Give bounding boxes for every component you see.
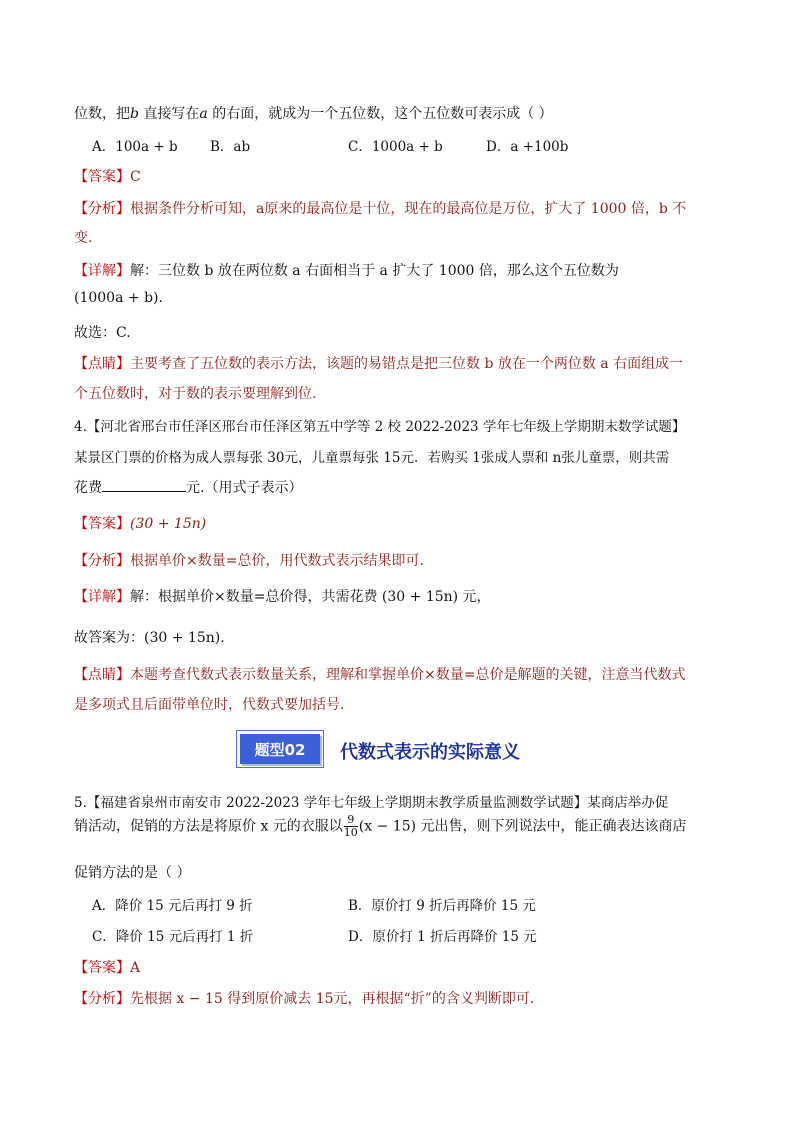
- detail-tag: 【详解】: [74, 589, 130, 605]
- q4-stem-text: 元.（用式子表示）: [186, 480, 303, 496]
- fraction-denominator: 10: [343, 826, 358, 839]
- q3-comment-line2: 个五位数时，对于数的表示要理解到位.: [74, 386, 317, 402]
- q5-answer: [74, 957, 140, 977]
- q5-option-a: A．降价 15 元后再打 9 折: [92, 898, 253, 914]
- q5-analysis: [74, 988, 544, 1008]
- q4-final: 故答案为：(30 + 15n).: [74, 630, 225, 646]
- comment-text: 主要考查了五位数的表示方法，该题的易错点是把三位数 b 放在一个两位数 a 右面组成一: [130, 356, 684, 372]
- q5-option-b: B．原价打 9 折后再降价 15 元: [348, 898, 536, 914]
- section-badge-label: 题型02: [240, 734, 320, 764]
- q4-source: 4.【河北省邢台市任泽区邢台市任泽区第五中学等 2 校 2022-2023 学年七年级上学期期末数学试题】: [74, 419, 686, 435]
- q4-stem-text: 花费: [74, 480, 102, 496]
- q3-var-b: b: [130, 106, 139, 122]
- q4-stem: 某景区门票的价格为成人票每张 30元，儿童票每张 15元．若购买 1张成人票和 n张儿童票，则共需: [74, 450, 670, 466]
- fraction: [344, 814, 358, 839]
- answer-tag: 【答案】: [74, 169, 130, 185]
- q5-stem-line3: 促销方法的是（ ）: [74, 865, 191, 881]
- answer-tag: 【答案】: [74, 516, 130, 532]
- q3-answer: [74, 166, 141, 186]
- q4-analysis: [74, 550, 433, 570]
- q3-option-a: A．100a + b: [92, 139, 178, 155]
- q4-stem-line2: [74, 477, 302, 497]
- q5-stem-text: (x − 15) 元出售，则下列说法中，能正确表达该商店: [358, 818, 687, 835]
- answer-blank: [102, 479, 186, 492]
- comment-tag: 【点睛】: [74, 667, 130, 683]
- q3-option-d: D．a +100b: [486, 139, 569, 155]
- answer-value: C: [130, 169, 141, 185]
- detail-text: 解：根据单价×数量=总价得，共需花费 (30 + 15n) 元，: [130, 589, 491, 605]
- detail-tag: 【详解】: [74, 263, 130, 279]
- analysis-tag: 【分析】: [74, 553, 130, 569]
- q4-comment-line2: 是多项式且后面带单位时，代数式要加括号.: [74, 697, 345, 713]
- section-title: 代数式表示的实际意义: [340, 742, 520, 763]
- analysis-tag: 【分析】: [74, 991, 130, 1007]
- q4-comment: [74, 664, 685, 684]
- detail-text: 解：三位数 b 放在两位数 a 右面相当于 a 扩大了 1000 倍，那么这个五位数为: [130, 263, 619, 279]
- analysis-text: 先根据 x − 15 得到原价减去 15元，再根据“折”的含义判断即可．: [130, 991, 544, 1007]
- q3-analysis-line2: 变.: [74, 230, 93, 246]
- q5-stem-text: 销活动，促销的方法是将原价 x 元的衣服以: [74, 818, 343, 835]
- q3-stem: [74, 103, 553, 123]
- q3-detail-line2: (1000a + b).: [74, 290, 163, 306]
- q5-stem-line2: [74, 814, 687, 839]
- q4-detail: [74, 586, 491, 606]
- q5-option-c: C．降价 15 元后再打 1 折: [92, 929, 254, 945]
- q3-stem-text: 位数，把: [74, 106, 130, 122]
- comment-text: 本题考查代数式表示数量关系，理解和掌握单价×数量=总价是解题的关键，注意当代数式: [130, 667, 686, 683]
- q3-detail: [74, 260, 619, 280]
- q3-analysis: [74, 198, 686, 218]
- q3-comment: [74, 353, 683, 373]
- answer-tag: 【答案】: [74, 960, 130, 976]
- q5-option-d: D．原价打 1 折后再降价 15 元: [348, 929, 537, 945]
- q5-source: [74, 791, 668, 811]
- analysis-tag: 【分析】: [74, 201, 130, 217]
- q3-choice: 故选：C.: [74, 325, 131, 341]
- q3-stem-text: 直接写在: [138, 106, 200, 122]
- section-badge: [236, 730, 324, 768]
- answer-value: (30 + 15n): [130, 516, 207, 532]
- q3-stem-text: 的右面，就成为一个五位数，这个五位数可表示成（ ）: [207, 106, 553, 122]
- answer-value: A: [130, 960, 141, 976]
- analysis-text: 根据单价×数量=总价，用代数式表示结果即可．: [130, 553, 434, 569]
- q5-stem-text: 某商店举办促: [587, 795, 669, 811]
- q3-option-b: B．ab: [210, 139, 251, 155]
- comment-tag: 【点睛】: [74, 356, 130, 372]
- fraction-numerator: 9: [344, 814, 358, 827]
- q4-answer: [74, 513, 206, 533]
- analysis-text: 根据条件分析可知，a原来的最高位是十位，现在的最高位是万位，扩大了 1000 倍，b 不: [130, 201, 687, 217]
- q3-option-c: C．1000a + b: [348, 139, 443, 155]
- q5-source-text: 5.【福建省泉州市南安市 2022-2023 学年七年级上学期期末教学质量监测数学试题】: [74, 795, 588, 811]
- q3-var-a: a: [199, 106, 208, 122]
